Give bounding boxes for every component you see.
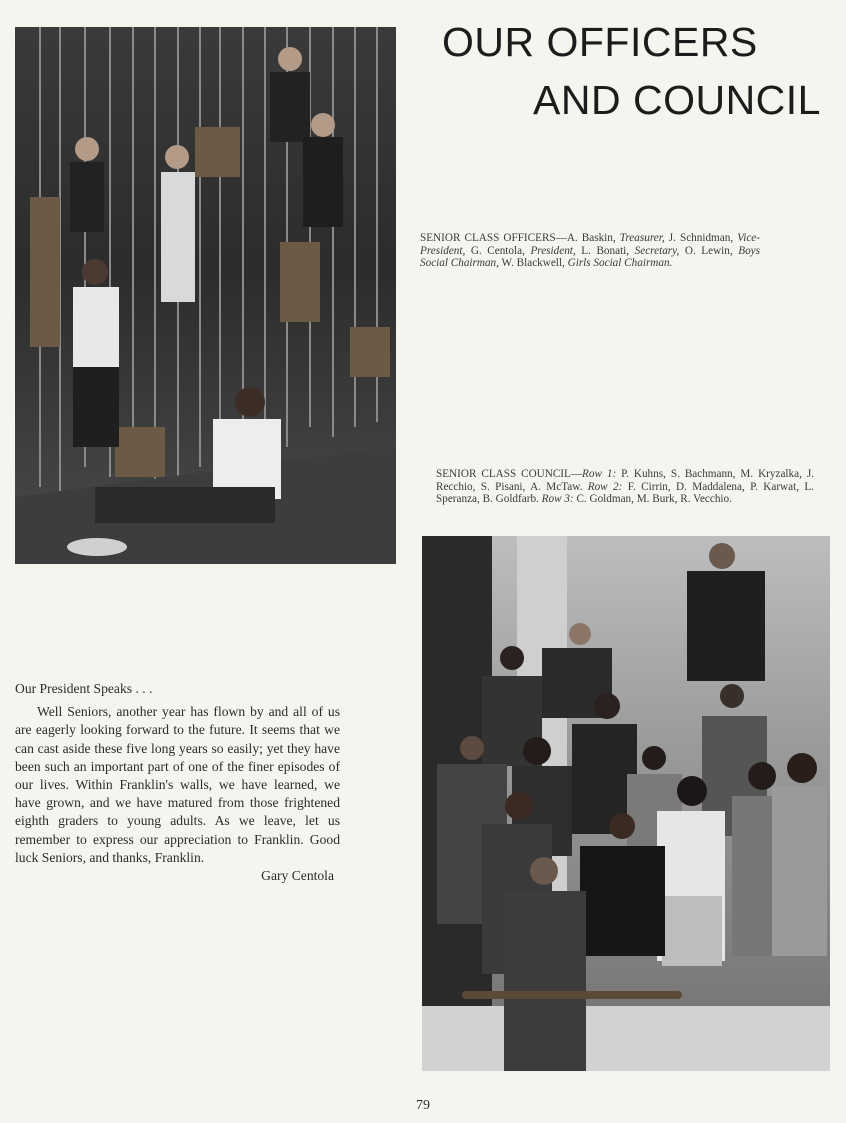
- floor: [422, 1006, 830, 1071]
- officer-name: A. Baskin,: [566, 232, 616, 244]
- officer-name: W. Blackwell,: [501, 257, 565, 269]
- council-photo: [422, 536, 830, 1071]
- council-caption: [436, 468, 814, 506]
- page-number: 79: [416, 1098, 430, 1113]
- council-photo-art: [422, 536, 830, 1071]
- officers-photo-art: [15, 27, 396, 564]
- officers-caption: [420, 232, 760, 270]
- people: [437, 543, 827, 1071]
- officer-role: Vice-President,: [420, 232, 760, 257]
- speech-heading: Our President Speaks . . .: [15, 681, 153, 696]
- council-row-names: C. Goldman, M. Burk, R. Vecchio.: [576, 493, 732, 505]
- officer-role: Secretary,: [634, 244, 680, 257]
- officer-role: Treasurer,: [619, 232, 665, 244]
- council-row-names: P. Kuhns, S. Bachmann, M. Kryzalka, J. Recchio, S. Pisani, A. McTaw.: [436, 468, 814, 493]
- council-row-label: Row 2:: [587, 480, 623, 493]
- officers-caption-label: SENIOR CLASS OFFICERS—: [420, 232, 567, 244]
- speech-body: Well Seniors, another year has flown by and all of us are eagerly looking forward to the future. It seems that we can cast aside these five long years so easily; yet they have been such an important part of one of the finer episodes of our lives. Within Franklin's walls, we have learned, we have grown, and we have matured from those frightened eighth graders to young adults. As we leave, let us remember to express our appreciation to Franklin. Good luck Seniors, and thanks, Franklin.: [15, 704, 340, 865]
- officer-name: O. Lewin,: [684, 244, 733, 257]
- officers-photo: [15, 27, 396, 564]
- speech-signature: Gary Centola: [261, 868, 334, 884]
- officer-role: Boys Social Chairman,: [420, 244, 760, 269]
- officer-role: President,: [530, 244, 576, 257]
- council-caption-label: SENIOR CLASS COUNCIL—: [436, 468, 583, 480]
- officer-role: Girls Social Chairman.: [567, 257, 673, 269]
- president-speech: [15, 680, 340, 885]
- council-row-label: Row 1:: [582, 468, 617, 480]
- officer-name: L. Bonati,: [581, 244, 630, 257]
- page-title-line-1: OUR OFFICERS: [442, 19, 758, 65]
- page-title-line-2: AND COUNCIL: [533, 77, 821, 123]
- officer-name: G. Centola,: [470, 244, 525, 257]
- officer-name: J. Schnidman,: [668, 232, 734, 244]
- council-row-label: Row 3:: [541, 493, 574, 505]
- council-row-names: F. Cirrin, D. Maddalena, P. Karwat, L. Speranza, B. Goldfarb.: [436, 480, 814, 505]
